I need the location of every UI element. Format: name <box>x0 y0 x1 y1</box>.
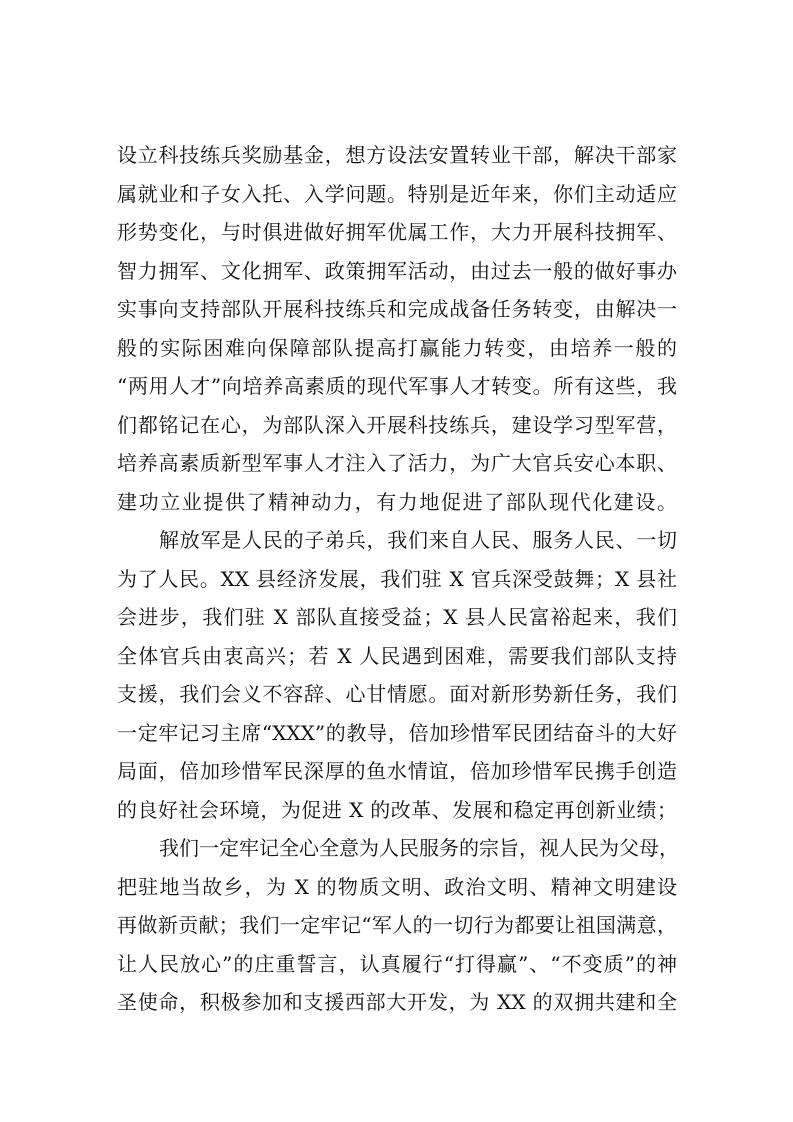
text-line: 形势变化，与时俱进做好拥军优属工作，大力开展科技拥军、 <box>117 220 677 244</box>
text-line: 再做新贡献；我们一定牢记“军人的一切行为都要让祖国满意， <box>117 913 677 937</box>
text-line: 设立科技练兵奖励基金，想方设法安置转业干部，解决干部家 <box>117 143 677 167</box>
text-line: 把驻地当故乡，为 X 的物质文明、政治文明、精神文明建设 <box>117 874 677 899</box>
text-line: 的良好社会环境，为促进 X 的改革、发展和稳定再创新业绩； <box>117 797 677 822</box>
text-line: 让人民放心”的庄重誓言，认真履行“打得赢”、“不变质”的神 <box>117 951 677 976</box>
text-line: 支援，我们会义不容辞、心甘情愿。面对新形势新任务，我们 <box>117 682 677 706</box>
text-line: 属就业和子女入托、入学问题。特别是近年来，你们主动适应 <box>117 181 677 206</box>
document-page <box>117 136 677 1022</box>
text-line: “两用人才”向培养高素质的现代军事人才转变。所有这些，我 <box>117 374 677 398</box>
text-line: 局面，倍加珍惜军民深厚的鱼水情谊，倍加珍惜军民携手创造 <box>117 759 677 783</box>
text-line: 实事向支持部队开展科技练兵和完成战备任务转变，由解决一 <box>117 297 677 321</box>
text-line: 圣使命，积极参加和支援西部大开发，为 XX 的双拥共建和全 <box>117 990 677 1014</box>
text-line: 全体官兵由衷高兴；若 X 人民遇到困难，需要我们部队支持 <box>117 643 677 668</box>
paragraph-start-line: 解放军是人民的子弟兵，我们来自人民、服务人民、一切 <box>159 528 677 552</box>
text-line: 建功立业提供了精神动力，有力地促进了部队现代化建设。 <box>117 489 677 514</box>
text-line: 为了人民。XX 县经济发展，我们驻 X 官兵深受鼓舞；X 县社 <box>117 566 677 591</box>
text-line: 培养高素质新型军事人才注入了活力，为广大官兵安心本职、 <box>117 451 677 475</box>
text-line: 般的实际困难向保障部队提高打赢能力转变，由培养一般的 <box>117 335 677 360</box>
text-line: 智力拥军、文化拥军、政策拥军活动，由过去一般的做好事办 <box>117 258 677 283</box>
paragraph-start-line: 我们一定牢记全心全意为人民服务的宗旨，视人民为父母， <box>159 836 679 860</box>
text-line: 会进步，我们驻 X 部队直接受益；X 县人民富裕起来，我们 <box>117 605 677 629</box>
text-line: 们都铭记在心，为部队深入开展科技练兵，建设学习型军营， <box>117 412 677 437</box>
text-line: 一定牢记习主席“XXX”的教导，倍加珍惜军民团结奋斗的大好 <box>117 720 677 745</box>
